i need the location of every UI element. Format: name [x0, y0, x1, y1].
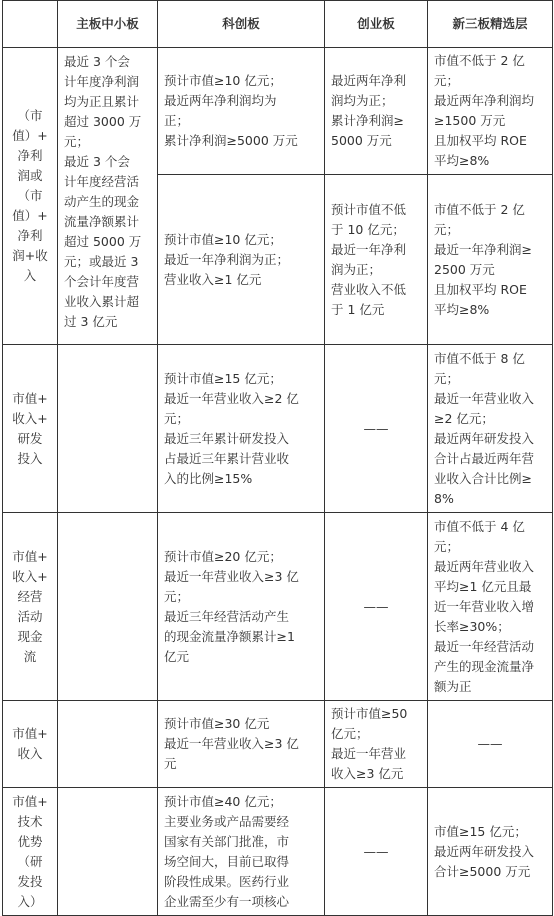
- star-market-cell: 预计市值≥20 亿元； 最近一年营业收入≥3 亿 元； 最近三年经营活动产生 的现金流量净额累计≥1 亿元: [158, 513, 325, 701]
- table-row: [3, 513, 553, 701]
- row-category: 市值+ 技术 优势 （研 发投 入）: [3, 788, 58, 916]
- row-category: 市值+ 收入+ 研发 投入: [3, 345, 58, 513]
- neeq-cell: 市值≥15 亿元； 最近两年研发投入 合计≥5000 万元: [428, 788, 553, 916]
- header-main-board: 主板中小板: [58, 1, 158, 48]
- chinext-cell: ——: [325, 513, 428, 701]
- row-category: 市值+ 收入: [3, 701, 58, 788]
- main-board-cell: [58, 345, 158, 513]
- row-category: （市 值）+ 净利 润或 （市 值）+ 净利 润+收 入: [3, 48, 58, 345]
- star-market-cell: 预计市值≥40 亿元； 主要业务或产品需要经 国家有关部门批准，市 场空间大，目前已取得 阶段性成果。医药行业 企业需至少有一项核心: [158, 788, 325, 916]
- main-board-cell: [58, 788, 158, 916]
- header-neeq-select: 新三板精选层: [428, 1, 553, 48]
- table-row: [3, 788, 553, 916]
- main-board-cell: [58, 513, 158, 701]
- chinext-cell: ——: [325, 345, 428, 513]
- listing-standards-table: [2, 0, 553, 916]
- neeq-cell: 市值不低于 2 亿 元； 最近一年净利润≥ 2500 万元 且加权平均 ROE 平均≥8%: [428, 175, 553, 345]
- star-market-cell: 预计市值≥10 亿元； 最近两年净利润均为 正； 累计净利润≥5000 万元: [158, 48, 325, 175]
- neeq-cell: 市值不低于 4 亿 元； 最近两年营业收入 平均≥1 亿元且最 近一年营业收入增 长率≥30%； 最近一年经营活动 产生的现金流量净 额为正: [428, 513, 553, 701]
- table-row: [3, 345, 553, 513]
- star-market-cell: 预计市值≥10 亿元； 最近一年净利润为正； 营业收入≥1 亿元: [158, 175, 325, 345]
- neeq-cell: ——: [428, 701, 553, 788]
- chinext-cell: 预计市值不低 于 10 亿元； 最近一年净利 润为正； 营业收入不低 于 1 亿元: [325, 175, 428, 345]
- table-row: [3, 48, 553, 175]
- table-row: [3, 701, 553, 788]
- row-category: 市值+ 收入+ 经营 活动 现金 流: [3, 513, 58, 701]
- header-empty: [3, 1, 58, 48]
- neeq-cell: 市值不低于 8 亿 元； 最近一年营业收入 ≥2 亿元； 最近两年研发投入 合计占最近两年营 业收入合计比例≥ 8%: [428, 345, 553, 513]
- chinext-cell: ——: [325, 788, 428, 916]
- header-star-market: 科创板: [158, 1, 325, 48]
- header-chinext: 创业板: [325, 1, 428, 48]
- main-board-cell: 最近 3 个会 计年度净利润 均为正且累计 超过 3000 万 元； 最近 3 个会 计年度经营活 动产生的现金 流量净额累计 超过 5000 万 元；或最近 3 个会计年度营 业收入累计超 过 3 亿元: [58, 48, 158, 345]
- star-market-cell: 预计市值≥30 亿元 最近一年营业收入≥3 亿 元: [158, 701, 325, 788]
- star-market-cell: 预计市值≥15 亿元； 最近一年营业收入≥2 亿 元； 最近三年累计研发投入 占最近三年累计营业收 入的比例≥15%: [158, 345, 325, 513]
- header-row: [3, 1, 553, 48]
- chinext-cell: 最近两年净利 润均为正； 累计净利润≥ 5000 万元: [325, 48, 428, 175]
- chinext-cell: 预计市值≥50 亿元； 最近一年营业 收入≥3 亿元: [325, 701, 428, 788]
- main-board-cell: [58, 701, 158, 788]
- neeq-cell: 市值不低于 2 亿 元； 最近两年净利润均 ≥1500 万元 且加权平均 ROE 平均≥8%: [428, 48, 553, 175]
